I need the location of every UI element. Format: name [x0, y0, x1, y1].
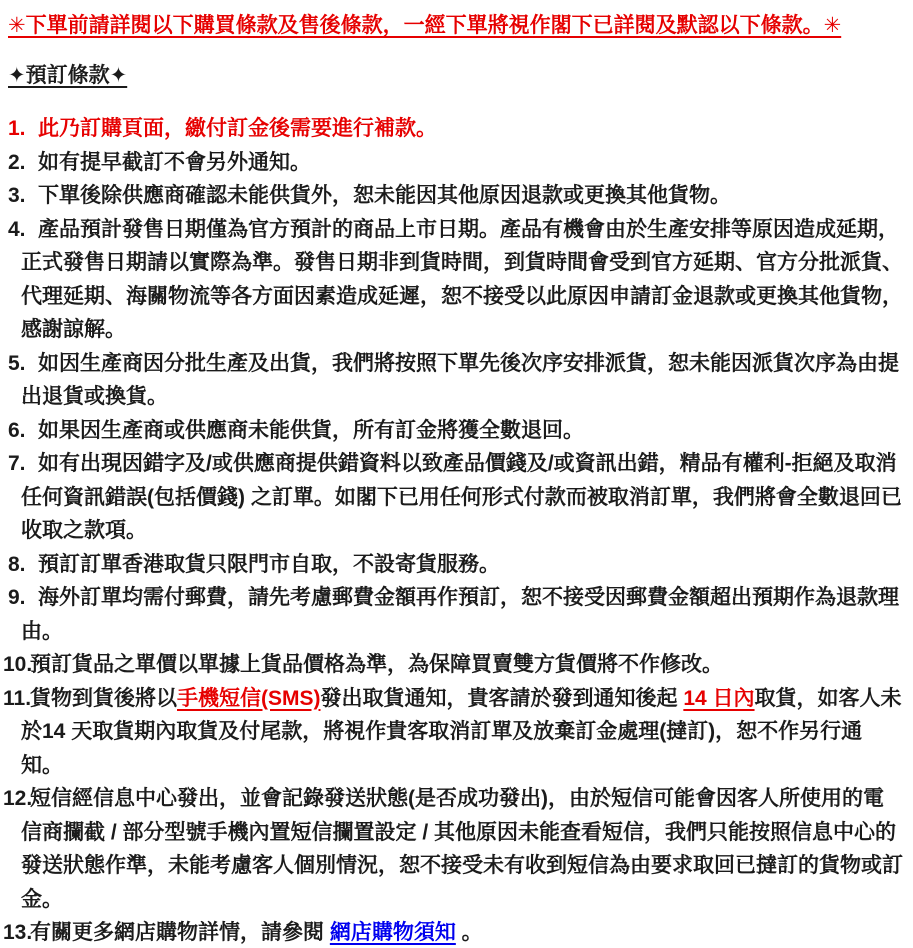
term-item: [0, 581, 903, 648]
term-item: [0, 414, 903, 448]
term-text: [38, 151, 311, 174]
term-item: [0, 648, 903, 682]
term-number: 7.: [8, 452, 26, 475]
section-title-row: [0, 62, 903, 112]
term-number: 2.: [8, 150, 26, 174]
term-text-segment: 有關更多網店購物詳情，請參閱: [30, 921, 330, 944]
term-text: [30, 653, 723, 676]
term-text: [38, 419, 584, 442]
term-text-segment: 預訂訂單香港取貨只限門市自取，不設寄貨服務。: [38, 552, 500, 576]
term-number: 1.: [8, 117, 26, 140]
term-text: [38, 184, 731, 207]
term-number: 3.: [8, 184, 26, 207]
term-text: [21, 218, 903, 342]
section-title-preorder-terms: ✦預訂條款✦: [8, 64, 128, 87]
term-text: [21, 687, 902, 777]
term-text: [21, 787, 903, 911]
term-text-segment: 發出取貨通知，貴客請於發到通知後起: [320, 686, 684, 710]
term-item: [0, 916, 903, 948]
term-item: [0, 447, 903, 548]
term-number: 4.: [8, 217, 26, 241]
term-number: 10.: [3, 653, 33, 676]
term-item: [0, 213, 903, 347]
term-item: [0, 548, 903, 582]
term-text: [21, 352, 899, 409]
term-text: [38, 117, 437, 140]
term-text-segment: 預訂貨品之單價以單據上貨品價格為準，為保障買賣雙方貨價將不作修改。: [30, 653, 723, 676]
term-number: 6.: [8, 418, 26, 442]
term-number: 8.: [8, 552, 26, 576]
term-text-segment: 如有出現因錯字及/或供應商提供錯資料以致產品價錢及/或資訊出錯，精品有權利-拒絕及取消任何資訊錯誤(包括價錢) 之訂單。如閣下已用任何形式付款而被取消訂單，我們將會全數退回已收取之款項。: [21, 452, 902, 542]
term-text: [21, 586, 899, 643]
term-number: 11.: [3, 686, 32, 710]
term-text: [38, 553, 500, 576]
term-text-segment: 如果因生產商或供應商未能供貨，所有訂金將獲全數退回。: [38, 418, 584, 442]
term-item: [0, 179, 903, 213]
term-item: [0, 782, 903, 916]
term-text-segment: 海外訂單均需付郵費，請先考慮郵費金額再作預訂，恕不接受因郵費金額超出預期作為退款理由。: [21, 586, 899, 643]
term-text-segment: 。: [455, 921, 483, 944]
term-item: [0, 146, 903, 180]
terms-list: [0, 112, 903, 948]
term-item: [0, 112, 903, 146]
red-highlight-text: 14 日內: [683, 686, 755, 710]
term-text-segment: 下單後除供應商確認未能供貨外，恕未能因其他原因退款或更換其他貨物。: [38, 184, 731, 207]
term-text-segment: 貨物到貨後將以: [30, 686, 177, 710]
term-item: [0, 682, 903, 783]
term-number: 12.: [3, 787, 33, 810]
term-number: 5.: [8, 351, 26, 375]
term-text-segment: 此乃訂購頁面，繳付訂金後需要進行補款。: [38, 117, 437, 140]
purchase-notice-banner: ✳下單前請詳閱以下購買條款及售後條款，一經下單將視作閣下已詳閱及默認以下條款。✳: [8, 14, 842, 37]
term-text-segment: 產品預計發售日期僅為官方預計的商品上市日期。產品有機會由於生產安排等原因造成延期，正式發售日期請以實際為準。發售日期非到貨時間，到貨時間會受到官方延期、官方分批派貨、代理延期、海關物流等各方面因素造成延遲，恕不接受以此原因申請訂金退款或更換其他貨物，感謝諒解。: [21, 217, 903, 341]
term-text: [21, 452, 902, 542]
term-item: [0, 347, 903, 414]
red-highlight-text: 手機短信(SMS): [177, 686, 321, 710]
term-text: [30, 921, 483, 944]
term-text-segment: 取貨，如客人未於14 天取貨期內取貨及付尾款，將視作貴客取消訂單及放棄訂金處理(撻訂)，恕不作另行通知。: [21, 686, 902, 777]
shop-guide-link[interactable]: 網店購物須知: [329, 921, 456, 944]
term-text-segment: 如因生產商因分批生產及出貨，我們將按照下單先後次序安排派貨，恕未能因派貨次序為由提出退貨或換貨。: [21, 351, 899, 408]
term-number: 13.: [3, 921, 33, 944]
term-text-segment: 如有提早截訂不會另外通知。: [38, 150, 311, 174]
term-text-segment: 短信經信息中心發出，並會記錄發送狀態(是否成功發出)，由於短信可能會因客人所使用的電信商攔截 / 部分型號手機內置短信攔置設定 / 其他原因未能查看短信，我們只能按照信息中心的發送狀態作準，未能考慮客人個別情況，恕不接受未有收到短信為由要求取回已撻訂的貨物或訂金。: [21, 787, 903, 911]
term-number: 9.: [8, 586, 26, 609]
